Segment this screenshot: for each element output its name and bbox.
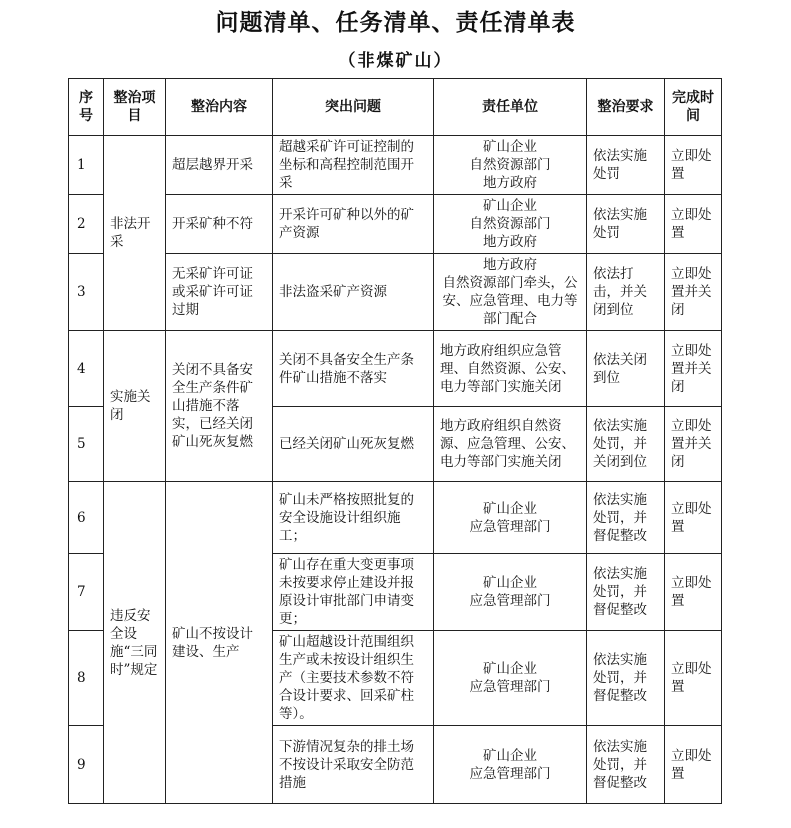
requirement-cell: 依法实施处罚，并督促整改: [587, 726, 665, 804]
header-no: 序号: [69, 79, 104, 136]
header-issue: 突出问题: [273, 79, 434, 136]
content-cell: 关闭不具备安全生产条件矿山措施不落实，已经关闭矿山死灰复燃: [166, 331, 273, 482]
time-cell: 立即处置: [665, 726, 722, 804]
unit-cell: 地方政府 自然资源部门牵头，公安、应急管理、电力等部门配合: [434, 254, 587, 331]
row-no: 8: [69, 631, 104, 726]
table-row: [69, 136, 722, 195]
issue-cell: 开采许可矿种以外的矿产资源: [273, 195, 434, 254]
content-cell: 无采矿许可证或采矿许可证过期: [166, 254, 273, 331]
issue-cell: 已经关闭矿山死灰复燃: [273, 407, 434, 482]
time-cell: 立即处置并关闭: [665, 331, 722, 407]
requirement-cell: 依法实施处罚，并督促整改: [587, 482, 665, 554]
time-cell: 立即处置: [665, 554, 722, 631]
time-cell: 立即处置并关闭: [665, 407, 722, 482]
unit-cell: 矿山企业 应急管理部门: [434, 554, 587, 631]
time-cell: 立即处置: [665, 195, 722, 254]
row-no: 1: [69, 136, 104, 195]
page-subtitle: （非煤矿山）: [338, 51, 453, 71]
row-no: 2: [69, 195, 104, 254]
issue-cell: 矿山超越设计范围组织生产或未按设计组织生产（主要技术参数不符合设计要求、回采矿柱等）。: [273, 631, 434, 726]
project-cell: 违反安全设施“三同时”规定: [104, 482, 166, 804]
table-row: [69, 254, 722, 331]
row-no: 6: [69, 482, 104, 554]
row-no: 3: [69, 254, 104, 331]
requirement-cell: 依法实施处罚: [587, 195, 665, 254]
issue-cell: 矿山存在重大变更事项未按要求停止建设并报原设计审批部门申请变更；: [273, 554, 434, 631]
page-title: 问题清单、任务清单、责任清单表: [215, 9, 576, 36]
issue-cell: 下游情况复杂的排土场不按设计采取安全防范措施: [273, 726, 434, 804]
requirement-cell: 依法关闭到位: [587, 331, 665, 407]
table-row: [69, 482, 722, 554]
unit-cell: 矿山企业 应急管理部门: [434, 631, 587, 726]
unit-cell: 地方政府组织应急管理、自然资源、公安、电力等部门实施关闭: [434, 331, 587, 407]
time-cell: 立即处置: [665, 136, 722, 195]
time-cell: 立即处置: [665, 631, 722, 726]
unit-cell: 矿山企业 应急管理部门: [434, 726, 587, 804]
header-time: 完成时间: [665, 79, 722, 136]
header-content: 整治内容: [166, 79, 273, 136]
issue-cell: 非法盗采矿产资源: [273, 254, 434, 331]
content-cell: 矿山不按设计建设、生产: [166, 482, 273, 804]
content-cell: 超层越界开采: [166, 136, 273, 195]
content-cell: 开采矿种不符: [166, 195, 273, 254]
requirement-cell: 依法实施处罚，并督促整改: [587, 631, 665, 726]
header-requirement: 整治要求: [587, 79, 665, 136]
time-cell: 立即处置并关闭: [665, 254, 722, 331]
requirement-cell: 依法打击，并关闭到位: [587, 254, 665, 331]
row-no: 7: [69, 554, 104, 631]
issue-cell: 超越采矿许可证控制的坐标和高程控制范围开采: [273, 136, 434, 195]
issue-cell: 矿山未严格按照批复的安全设施设计组织施工；: [273, 482, 434, 554]
project-cell: 非法开采: [104, 136, 166, 331]
requirement-cell: 依法实施处罚，并关闭到位: [587, 407, 665, 482]
row-no: 9: [69, 726, 104, 804]
unit-cell: 矿山企业 自然资源部门 地方政府: [434, 195, 587, 254]
table-row: [69, 195, 722, 254]
header-project: 整治项目: [104, 79, 166, 136]
row-no: 4: [69, 331, 104, 407]
unit-cell: 地方政府组织自然资源、应急管理、公安、电力等部门实施关闭: [434, 407, 587, 482]
header-unit: 责任单位: [434, 79, 587, 136]
project-cell: 实施关闭: [104, 331, 166, 482]
requirement-cell: 依法实施处罚，并督促整改: [587, 554, 665, 631]
table-row: [69, 331, 722, 407]
unit-cell: 矿山企业 应急管理部门: [434, 482, 587, 554]
requirement-cell: 依法实施处罚: [587, 136, 665, 195]
time-cell: 立即处置: [665, 482, 722, 554]
issue-cell: 关闭不具备安全生产条件矿山措施不落实: [273, 331, 434, 407]
row-no: 5: [69, 407, 104, 482]
checklist-table: [68, 78, 722, 804]
header-row: [69, 79, 722, 136]
unit-cell: 矿山企业 自然资源部门 地方政府: [434, 136, 587, 195]
